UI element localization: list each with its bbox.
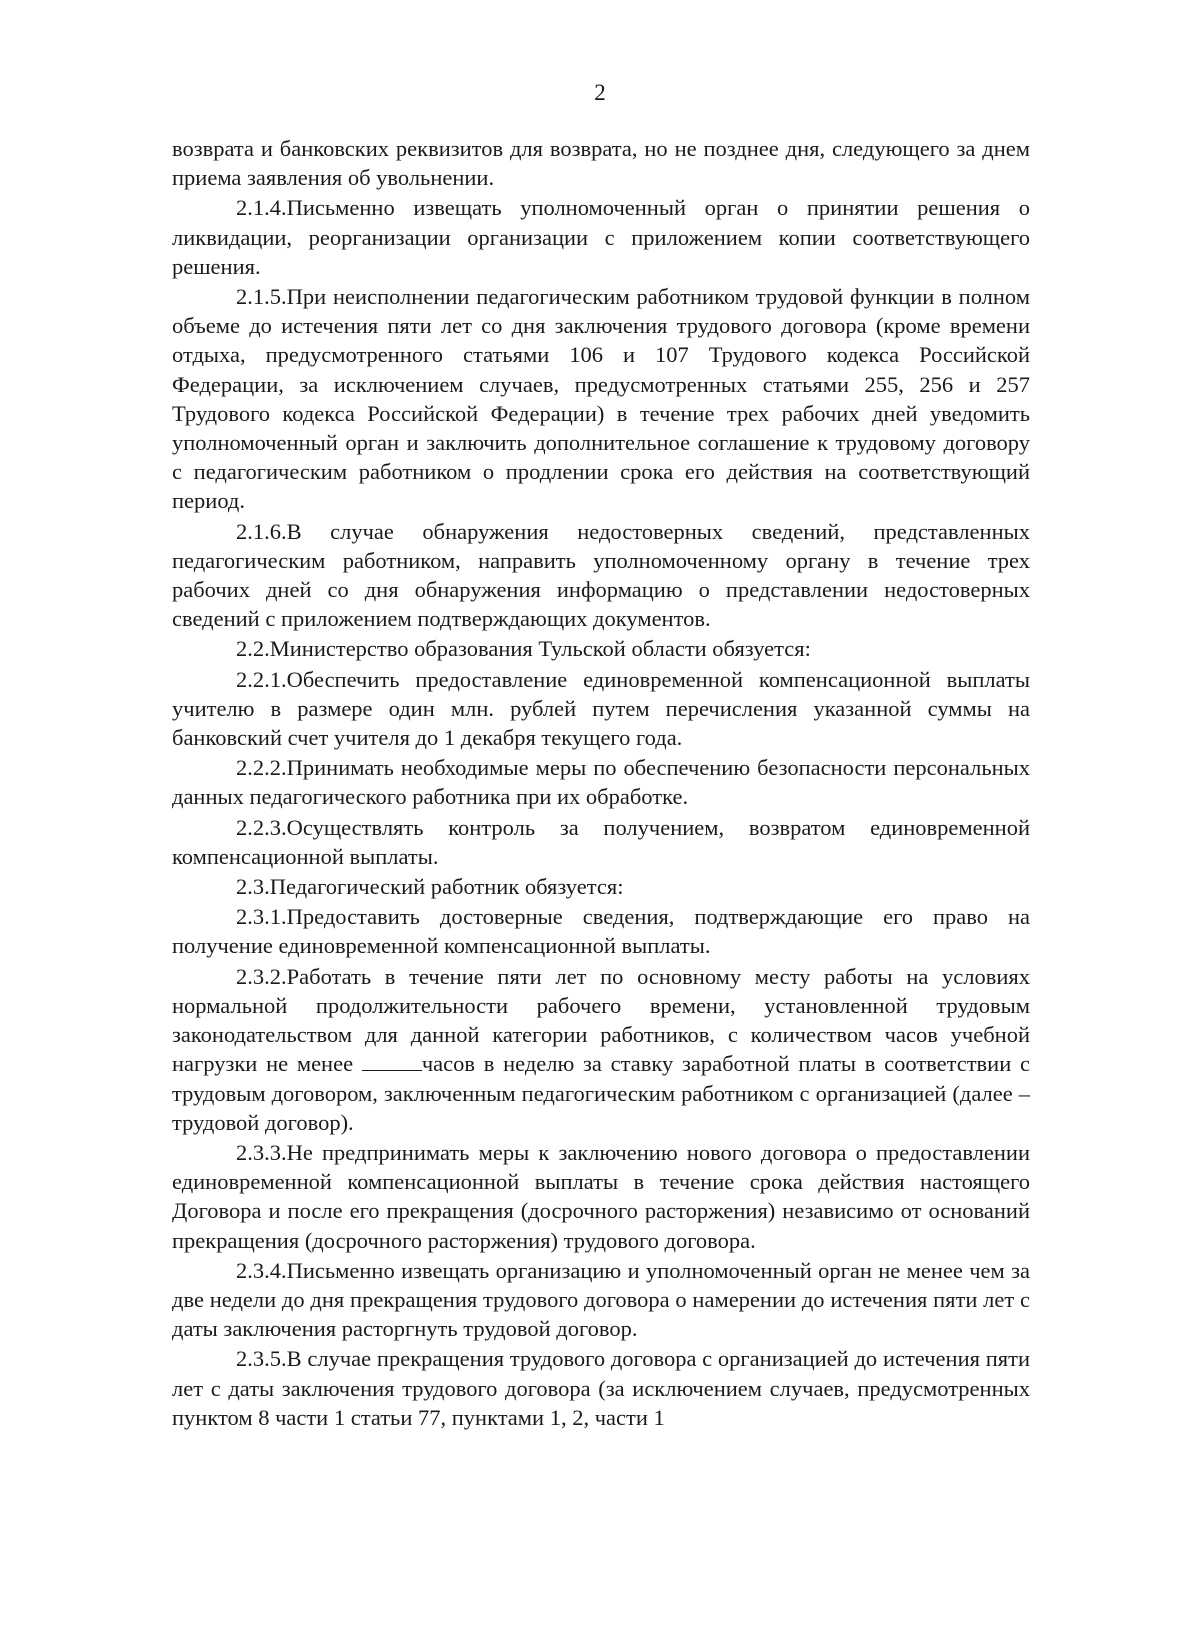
paragraph-2-1-6: 2.1.6.В случае обнаружения недостоверных сведений, представленных педагогическим работником, направить уполномоченному органу в течение трех рабочих дней со дня обнаружения информацию о представлении недостоверных сведений с приложением подтверждающих документов. <box>172 518 1030 632</box>
paragraph-2-3-2-text-after: часов в неделю за ставку заработной платы в соответствии с трудовым договором, заключенным педагогическим работником с организацией (далее – трудовой договор). <box>172 1051 1030 1135</box>
document-body <box>172 134 1030 1432</box>
paragraph-2-2-1: 2.2.1.Обеспечить предоставление единовременной компенсационной выплаты учителю в размере один млн. рублей путем перечисления указанной суммы на банковский счет учителя до 1 декабря текущего года. <box>172 666 1030 751</box>
paragraph-2-2-3: 2.2.3.Осуществлять контроль за получением, возвратом единовременной компенсационной выплаты. <box>172 814 1030 869</box>
page-number: 2 <box>594 80 606 105</box>
paragraph-2-2-heading: 2.2.Министерство образования Тульской области обязуется: <box>236 636 811 662</box>
paragraph-2-2-2: 2.2.2.Принимать необходимые меры по обеспечению безопасности персональных данных педагогического работника при их обработке. <box>172 755 1030 810</box>
paragraph-2-1-4: 2.1.4.Письменно извещать уполномоченный орган о принятии решения о ликвидации, реорганизации организации с приложением копии соответствующего решения. <box>172 195 1030 279</box>
paragraph-2-1-5: 2.1.5.При неисполнении педагогическим работником трудовой функции в полном объеме до истечения пяти лет со дня заключения трудового договора (кроме времени отдыха, предусмотренного статьями 106 и 107 Трудового кодекса Российской Федерации, за исключением случаев, предусмотренных статьями 255, 256 и 257 Трудового кодекса Российской Федерации) в течение трех рабочих дней уведомить уполномоченный орган и заключить дополнительное соглашение к трудовому договору с педагогическим работником о продлении срока его действия на соответствующий период. <box>172 284 1030 514</box>
paragraph-2-3-1: 2.3.1.Предоставить достоверные сведения, подтверждающие его право на получение единовременной компенсационной выплаты. <box>172 904 1030 959</box>
paragraph-continuation: возврата и банковских реквизитов для возврата, но не позднее дня, следующего за днем приема заявления об увольнении. <box>172 136 1030 191</box>
paragraph-2-3-5: 2.3.5.В случае прекращения трудового договора с организацией до истечения пяти лет с даты заключения трудового договора (за исключением случаев, предусмотренных пунктом 8 части 1 статьи 77, пунктами 1, 2, части 1 <box>172 1346 1030 1430</box>
paragraph-2-3-4: 2.3.4.Письменно извещать организацию и уполномоченный орган не менее чем за две недели до дня прекращения трудового договора о намерении до истечения пяти лет с даты заключения расторгнуть трудовой договор. <box>172 1257 1030 1342</box>
paragraph-2-3-2 <box>172 962 1030 1137</box>
paragraph-2-3-heading: 2.3.Педагогический работник обязуется: <box>236 874 624 900</box>
hours-blank-field <box>362 1052 422 1071</box>
paragraph-2-3-3: 2.3.3.Не предпринимать меры к заключению нового договора о предоставлении единовременной компенсационной выплаты в течение срока действия настоящего Договора и после его прекращения (досрочного расторжения) независимо от оснований прекращения (досрочного расторжения) трудового договора. <box>172 1139 1030 1253</box>
paragraph-2-3-2-text-before: 2.3.2.Работать в течение пяти лет по основному месту работы на условиях нормальной продолжительности рабочего времени, установленной трудовым законодательством для данной категории работников, с количеством часов учебной нагрузки не менее <box>172 963 1030 1077</box>
